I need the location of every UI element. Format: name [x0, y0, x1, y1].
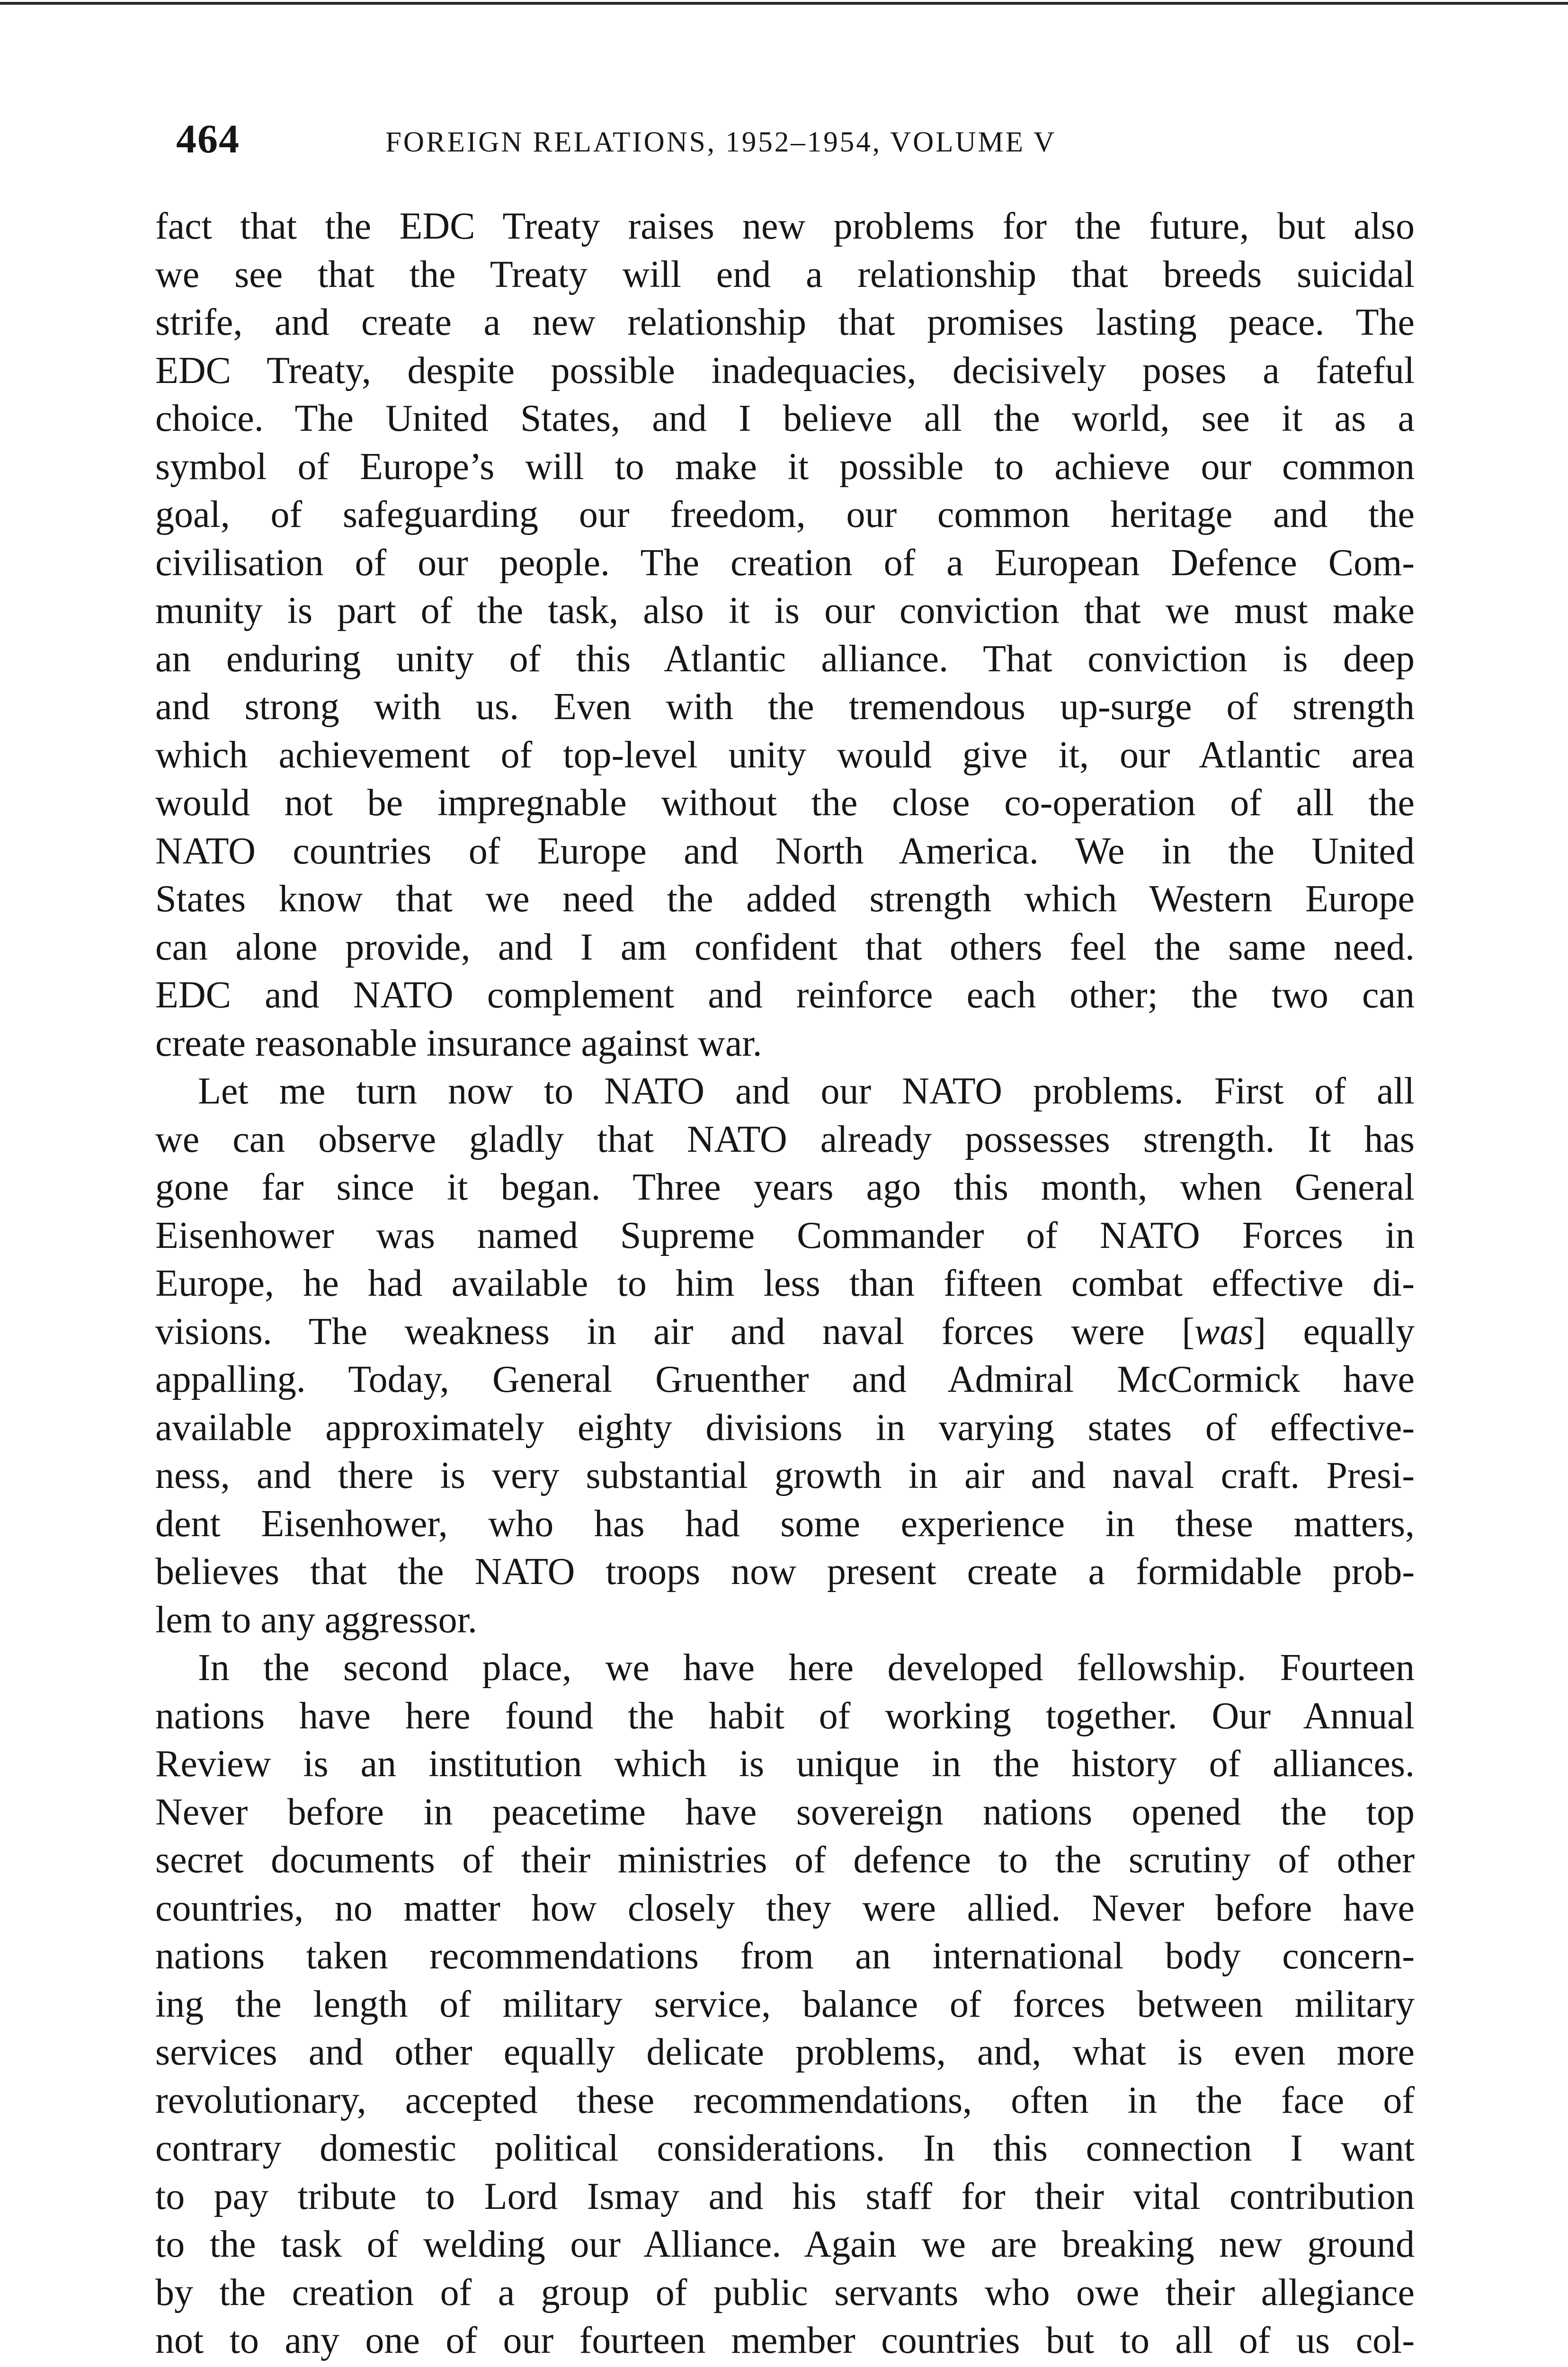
text-line: and strong with us. Even with the tremendous up-surge of strength: [155, 686, 1415, 728]
text-line: we see that the Treaty will end a relationship that breeds suicidal: [155, 253, 1415, 295]
text-line: nations have here found the habit of working together. Our Annual: [155, 1695, 1415, 1737]
text-line: secret documents of their ministries of defence to the scrutiny of other: [155, 1839, 1415, 1881]
text-line: Europe, he had available to him less than fifteen combat effective di-: [155, 1263, 1415, 1304]
text-line: by the creation of a group of public servants who owe their allegiance: [155, 2271, 1415, 2314]
text-line: not to any one of our fourteen member countries but to all of us col-: [155, 2320, 1415, 2361]
top-rule: [0, 2, 1568, 5]
text-line: can alone provide, and I am confident that others feel the same need.: [155, 926, 1415, 968]
text-line: services and other equally delicate problems, and, what is even more: [155, 2031, 1415, 2073]
text-line: nations taken recommendations from an international body concern-: [155, 1935, 1415, 1977]
text-line: which achievement of top-level unity would give it, our Atlantic area: [155, 734, 1415, 776]
text-line: strife, and create a new relationship that promises lasting peace. The: [155, 302, 1415, 343]
text-line: Eisenhower was named Supreme Commander of NATO Forces in: [155, 1214, 1415, 1256]
text-line: appalling. Today, General Gruenther and Admiral McCormick have: [155, 1359, 1415, 1400]
paragraph-first-line: Let me turn now to NATO and our NATO problems. First of all: [198, 1070, 1415, 1112]
text-line: gone far since it began. Three years ago this month, when General: [155, 1166, 1415, 1208]
text-line: symbol of Europe’s will to make it possible to achieve our common: [155, 445, 1415, 488]
text-line: countries, no matter how closely they were allied. Never before have: [155, 1887, 1415, 1929]
text-line: NATO countries of Europe and North America. We in the United: [155, 830, 1415, 872]
text-line: civilisation of our people. The creation of a European Defence Com-: [155, 542, 1415, 584]
running-title: FOREIGN RELATIONS, 1952–1954, VOLUME V: [385, 126, 1057, 158]
text-line: revolutionary, accepted these recommendations, often in the face of: [155, 2079, 1415, 2121]
page-number: 464: [176, 116, 240, 161]
text-line: Never before in peacetime have sovereign nations opened the top: [155, 1791, 1415, 1833]
text-line: EDC Treaty, despite possible inadequacies, decisively poses a fateful: [155, 349, 1415, 392]
text-line: munity is part of the task, also it is our conviction that we must make: [155, 590, 1415, 632]
paragraph-first-line: In the second place, we have here developed fellowship. Fourteen: [198, 1647, 1415, 1689]
text-line: Review is an institution which is unique in the history of alliances.: [155, 1743, 1415, 1785]
text-line: to pay tribute to Lord Ismay and his staff for their vital contribution: [155, 2175, 1415, 2217]
text-line: to the task of welding our Alliance. Again we are breaking new ground: [155, 2224, 1415, 2265]
text-line: we can observe gladly that NATO already possesses strength. It has: [155, 1118, 1415, 1160]
text-line: contrary domestic political considerations. In this connection I want: [155, 2127, 1415, 2169]
text-line: believes that the NATO troops now present create a formidable prob-: [155, 1551, 1415, 1593]
text-line: fact that the EDC Treaty raises new problems for the future, but also: [155, 205, 1415, 247]
text-line: would not be impregnable without the close co-operation of all the: [155, 782, 1415, 824]
text-line: dent Eisenhower, who has had some experience in these matters,: [155, 1503, 1415, 1545]
text-line: available approximately eighty divisions in varying states of effective-: [155, 1406, 1415, 1449]
text-line: choice. The United States, and I believe all the world, see it as a: [155, 398, 1415, 439]
text-line: EDC and NATO complement and reinforce each other; the two can: [155, 974, 1415, 1016]
text-line: visions. The weakness in air and naval forces were [was] equally: [155, 1310, 1415, 1353]
text-line: States know that we need the added strength which Western Europe: [155, 878, 1415, 920]
text-line: ness, and there is very substantial growth in air and naval craft. Presi-: [155, 1455, 1415, 1496]
text-line: ing the length of military service, balance of forces between military: [155, 1983, 1415, 2025]
running-head: [176, 113, 1417, 165]
text-line: goal, of safeguarding our freedom, our common heritage and the: [155, 494, 1415, 535]
body-text: [155, 203, 1415, 2365]
text-line: an enduring unity of this Atlantic alliance. That conviction is deep: [155, 638, 1415, 680]
editorial-insertion: was: [1194, 1310, 1254, 1353]
text-line: lem to any aggressor.: [155, 1599, 477, 1641]
text-line: create reasonable insurance against war.: [155, 1022, 762, 1064]
